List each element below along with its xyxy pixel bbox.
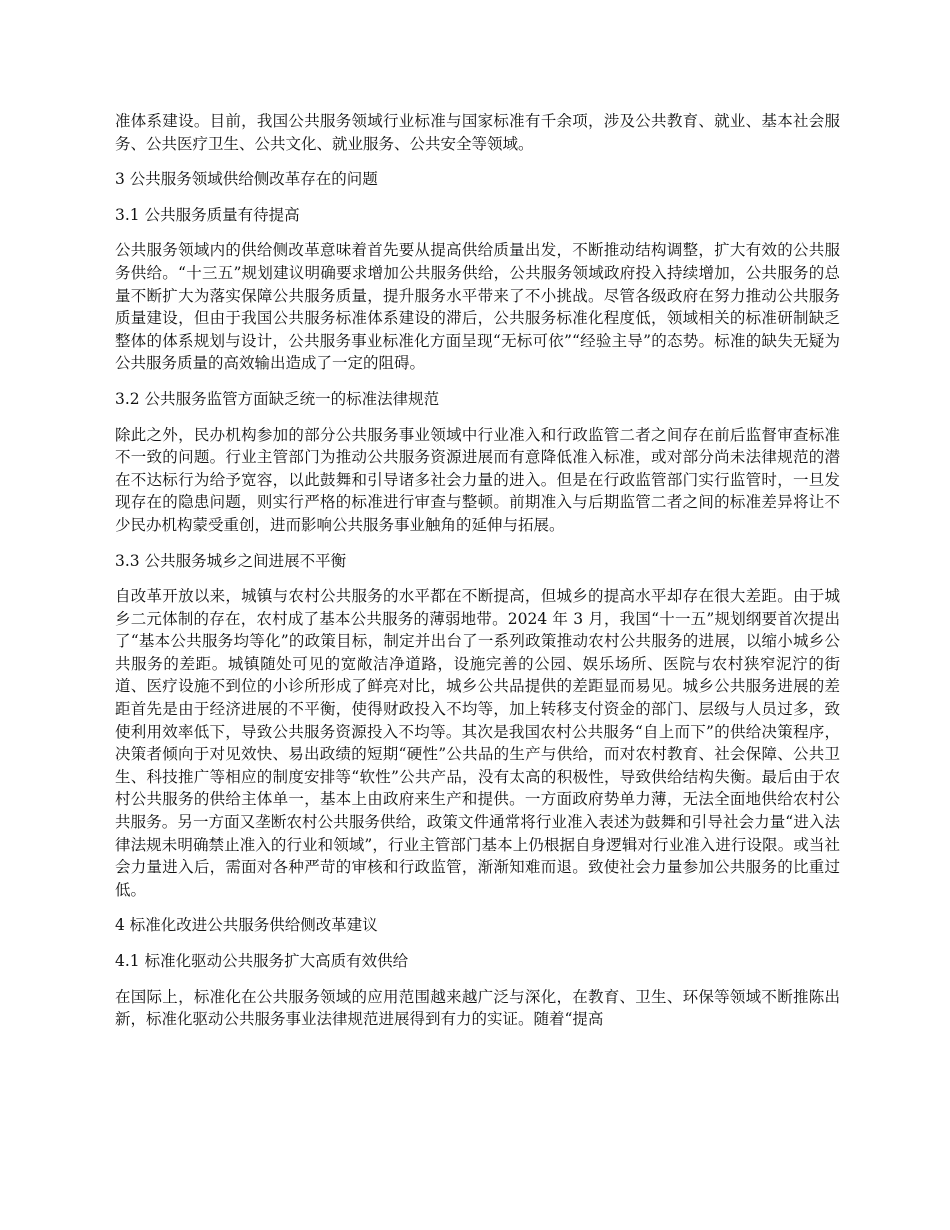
paragraph-urban-rural: 自改革开放以来，城镇与农村公共服务的水平都在不断提高，但城乡的提高水平却存在很大差距。由于城乡二元体制的存在，农村成了基本公共服务的薄弱地带。2024 年 3 月，我国“十一五”规划纲要首次提出了“基本公共服务均等化”的政策目标，制定并出台了一系列政策推动农村公共服务的进展，以缩小城乡公共服务的差距。城镇随处可见的宽敞洁净道路，设施完善的公园、娱乐场所、医院与农村狭窄泥泞的街道、医疗设施不到位的小诊所形成了鲜亮对比，城乡公共品提供的差距显而易见。城乡公共服务进展的差距首先是由于经济进展的不平衡，使得财政投入不均等，加上转移支付资金的部门、层级与人员过多，致使利用效率低下，导致公共服务资源投入不均等。其次是我国农村公共服务“自上而下”的供给决策程序，决策者倾向于对见效快、易出政绩的短期“硬性”公共品的生产与供给，而对农村教育、社会保障、公共卫生、科技推广等相应的制度安排等“软性”公共产品，没有太高的积极性，导致供给结构失衡。最后由于农村公共服务的供给主体单一，基本上由政府来生产和提供。一方面政府势单力薄，无法全面地供给农村公共服务。另一方面又垄断农村公共服务供给，政策文件通常将行业准入表述为鼓舞和引导社会力量“进入法律法规未明确禁止准入的行业和领域”，行业主管部门基本上仍根据自身逻辑对行业准入进行设限。或当社会力量进入后，需面对各种严苛的审核和行政监管，渐渐知难而退。致使社会力量参加公共服务的比重过低。 [115, 587, 840, 899]
paragraph-standards-overview: 准体系建设。目前，我国公共服务领域行业标准与国家标准有千余项，涉及公共教育、就业、基本社会服务、公共医疗卫生、公共文化、就业服务、公共安全等领域。 [115, 112, 840, 153]
paragraph-international: 在国际上，标准化在公共服务领域的应用范围越来越广泛与深化，在教育、卫生、环保等领域不断推陈出新，标准化驱动公共服务事业法律规范进展得到有力的实证。随着“提高 [115, 987, 840, 1029]
section-heading-3-2: 3.2 公共服务监管方面缺乏统一的标准法律规范 [115, 389, 440, 408]
section-heading-3-1: 3.1 公共服务质量有待提高 [115, 205, 300, 224]
section-heading-4: 4 标准化改进公共服务供给侧改革建议 [115, 916, 378, 935]
paragraph-supervision: 除此之外，民办机构参加的部分公共服务事业领域中行业准入和行政监管二者之间存在前后监督审查标准不一致的问题。行业主管部门为推动公共服务资源进展而有意降低准入标准，或对部分尚未法律规范的潜在不达标行为给予宽容，以此鼓舞和引导诸多社会力量的进入。但是在行政监管部门实行监管时，一旦发现存在的隐患问题，则实行严格的标准进行审查与整顿。前期准入与后期监管二者之间的标准差异将让不少民办机构蒙受重创，进而影响公共服务事业触角的延伸与拓展。 [115, 425, 840, 534]
section-heading-4-1: 4.1 标准化驱动公共服务扩大高质有效供给 [115, 952, 409, 970]
section-heading-3-3: 3.3 公共服务城乡之间进展不平衡 [115, 551, 347, 570]
section-heading-3: 3 公共服务领域供给侧改革存在的问题 [115, 170, 378, 189]
document-body [115, 110, 840, 1044]
paragraph-service-quality: 公共服务领域内的供给侧改革意味着首先要从提高供给质量出发，不断推动结构调整，扩大有效的公共服务供给。“十三五”规划建议明确要求增加公共服务供给，公共服务领域政府投入持续增加，公共服务的总量不断扩大为落实保障公共服务质量，提升服务水平带来了不小挑战。尽管各级政府在努力推动公共服务质量建设，但由于我国公共服务标准体系建设的滞后，公共服务标准化程度低，领域相关的标准研制缺乏整体的体系规划与设计，公共服务事业标准化方面呈现“无标可依”“经验主导”的态势。标准的缺失无疑为公共服务质量的高效输出造成了一定的阻碍。 [115, 241, 840, 373]
